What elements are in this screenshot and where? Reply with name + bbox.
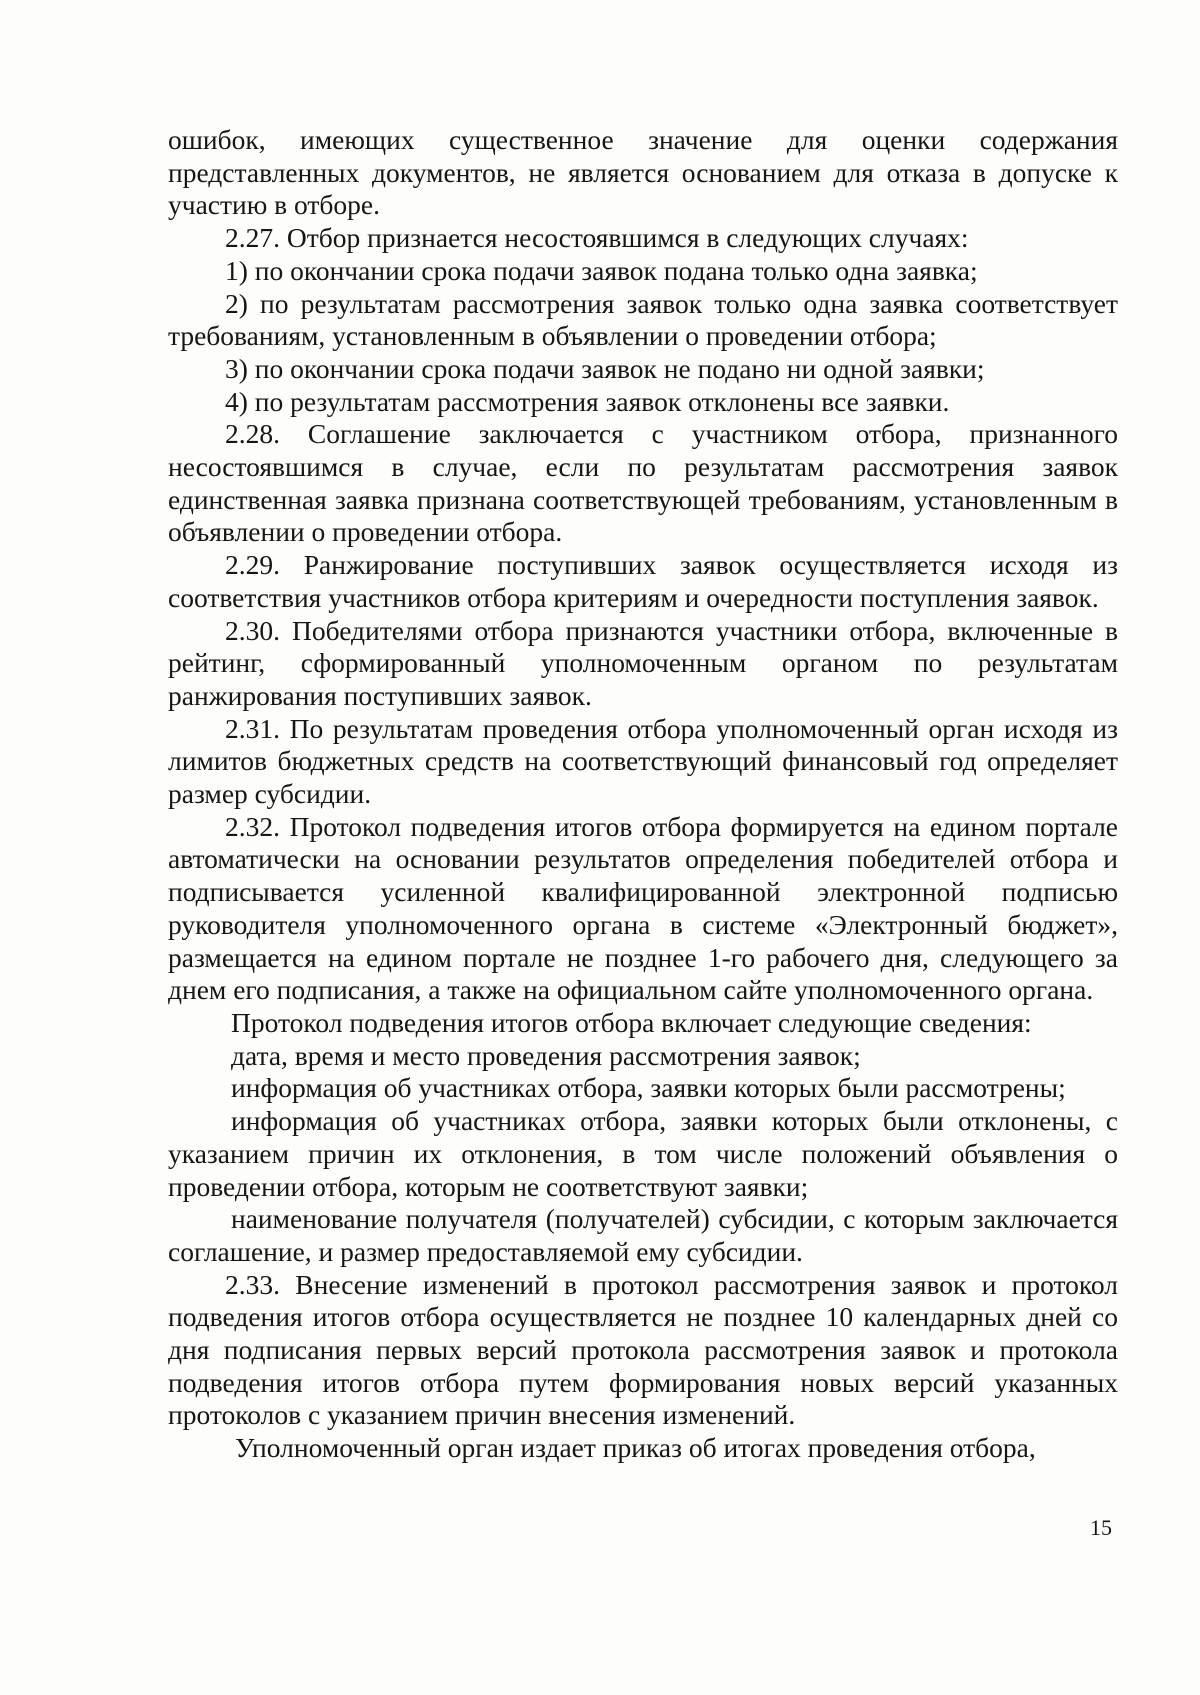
clause-2-31: 2.31. По результатам проведения отбора уполномоченный орган исходя из лимитов бюджетных средств на соответствующий финансовый год определяет размер субсидии.: [168, 712, 1118, 810]
clause-2-27: 2.27. Отбор признается несостоявшимся в следующих случаях:: [225, 222, 969, 254]
protocol-item-recipient: наименование получателя (получателей) субсидии, с которым заключается соглашение, и размер предоставляемой ему субсидии.: [168, 1203, 1118, 1267]
clause-2-28: 2.28. Соглашение заключается с участником отбора, признанного несостоявшимся в случае, если по результатам рассмотрения заявок единственная заявка признана соответствующей требованиям, установленным в объявлении о проведении отбора.: [168, 418, 1118, 548]
clause-2-33: 2.33. Внесение изменений в протокол рассмотрения заявок и протокол подведения итогов отбора осуществляется не позднее 10 календарных дней со дня подписания первых версий протокола рассмотрения заявок и протокола подведения итогов отбора путем формирования новых версий указанных протоколов с указанием причин внесения изменений.: [168, 1268, 1118, 1431]
protocol-item-reviewed: информация об участниках отбора, заявки которых были рассмотрены;: [231, 1072, 1066, 1104]
clause-2-30: 2.30. Победителями отбора признаются участники отбора, включенные в рейтинг, сформированный уполномоченным органом по результатам ранжирования поступивших заявок.: [168, 614, 1118, 711]
clause-2-29: 2.29. Ранжирование поступивших заявок осуществляется исходя из соответствия участников отбора критериям и очередности поступления заявок.: [168, 549, 1118, 613]
list-item-3: 3) по окончании срока подачи заявок не подано ни одной заявки;: [225, 352, 985, 384]
page-number: 15: [1090, 1515, 1112, 1540]
list-item-4: 4) по результатам рассмотрения заявок отклонены все заявки.: [225, 385, 950, 417]
list-item-2: 2) по результатам рассмотрения заявок только одна заявка соответствует требованиям, установленным в объявлении о проведении отбора;: [168, 287, 1118, 352]
protocol-item-rejected: информация об участниках отбора, заявки которых были отклонены, с указанием причин их отклонения, в том числе положений объявления о проведении отбора, которым не соответствуют заявки;: [168, 1105, 1118, 1202]
list-item-1: 1) по окончании срока подачи заявок подана только одна заявка;: [225, 254, 978, 286]
paragraph-continuation: ошибок, имеющих существенное значение для оценки содержания представленных документов, не является основанием для отказа в допуске к участию в отборе.: [168, 124, 1118, 221]
protocol-item-date: дата, время и место проведения рассмотрения заявок;: [231, 1039, 861, 1071]
document-body: [168, 124, 1118, 1465]
protocol-contents-intro: Протокол подведения итогов отбора включает следующие сведения:: [231, 1006, 1032, 1038]
paragraph-order: Уполномоченный орган издает приказ об итогах проведения отбора,: [235, 1432, 1036, 1464]
clause-2-32: 2.32. Протокол подведения итогов отбора формируется на едином портале автоматически на основании результатов определения победителей отбора и подписывается усиленной квалифицированной электронной подписью руководителя уполномоченного органа в системе «Электронный бюджет», размещается на едином портале не позднее 1-го рабочего дня, следующего за днем его подписания, а также на официальном сайте уполномоченного органа.: [168, 810, 1118, 1006]
